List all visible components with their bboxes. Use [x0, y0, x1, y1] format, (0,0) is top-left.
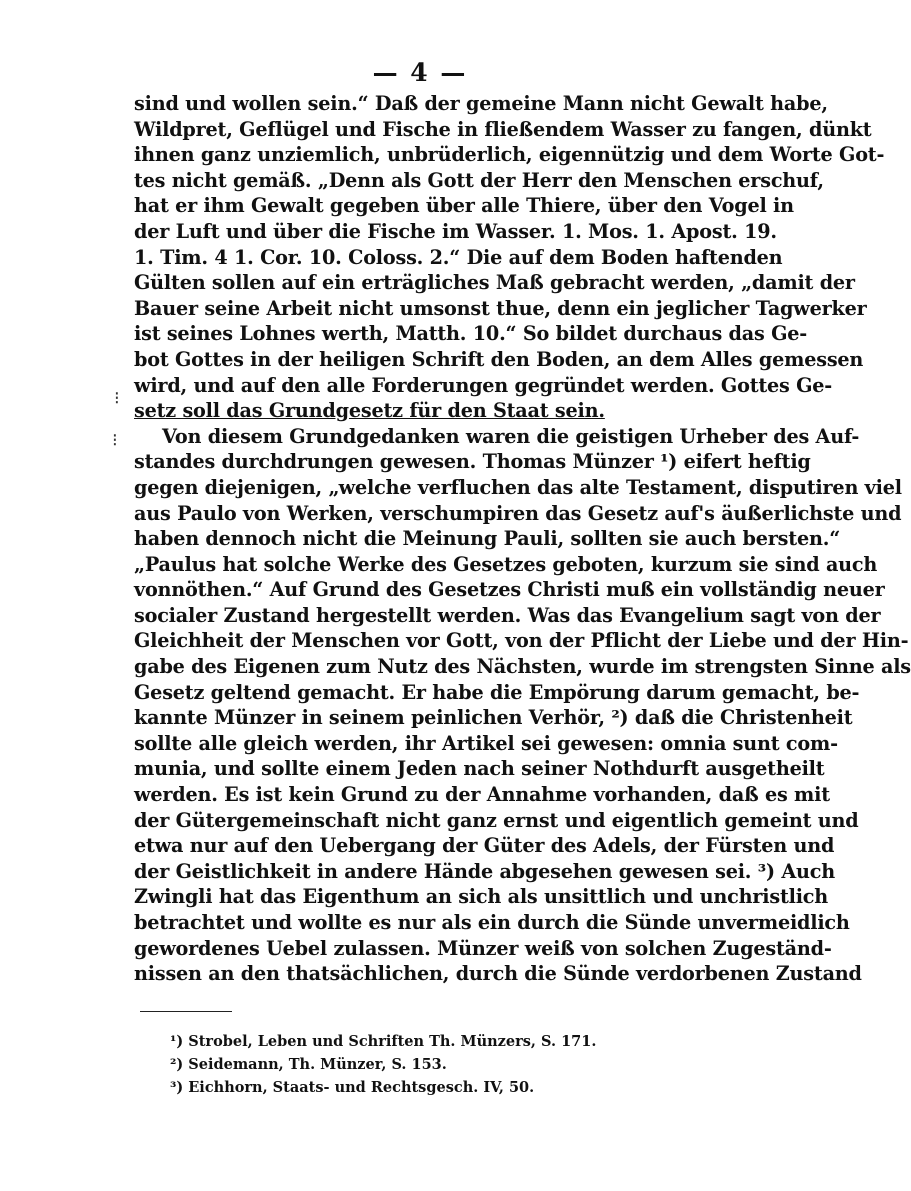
- margin-mark: ⁝: [112, 430, 118, 451]
- text-line: gabe des Eigenen zum Nutz des Nächsten, wurde im strengsten Sinne als: [134, 655, 911, 679]
- text-line: Gesetz geltend gemacht. Er habe die Empörung darum gemacht, be-: [134, 680, 860, 704]
- text-line: Gülten sollen auf ein erträgliches Maß gebracht werden, „damit der: [134, 271, 855, 295]
- text-line: „Paulus hat solche Werke des Gesetzes geboten, kurzum sie sind auch: [134, 552, 878, 576]
- text-line: ihnen ganz unziemlich, unbrüderlich, eigennützig und dem Worte Got-: [134, 143, 885, 167]
- text-line: Bauer seine Arbeit nicht umsonst thue, denn ein jeglicher Tagwerker: [134, 296, 867, 320]
- text-line: socialer Zustand hergestellt werden. Was das Evangelium sagt von der: [134, 603, 881, 627]
- footnote: ³) Eichhorn, Staats- und Rechtsgesch. IV, 50.: [170, 1079, 535, 1096]
- text-line: wird, und auf den alle Forderungen gegründet werden. Gottes Ge-: [134, 373, 833, 397]
- footnote: ¹) Strobel, Leben und Schriften Th. Münzers, S. 171.: [170, 1033, 597, 1050]
- text-line: sind und wollen sein.“ Daß der gemeine Mann nicht Gewalt habe,: [134, 92, 828, 115]
- footnote: ²) Seidemann, Th. Münzer, S. 153.: [170, 1056, 447, 1073]
- text-line: betrachtet und wollte es nur als ein durch die Sünde unvermeidlich: [134, 911, 850, 934]
- body-text: [134, 91, 911, 987]
- text-line: munia, und sollte einem Jeden nach seiner Nothdurft ausgetheilt: [134, 757, 825, 781]
- text-line: Gleichheit der Menschen vor Gott, von der Pflicht der Liebe und der Hin-: [134, 629, 909, 653]
- footnotes: [170, 1030, 690, 1099]
- text-line: tes nicht gemäß. „Denn als Gott der Herr den Menschen erschuf,: [134, 168, 824, 192]
- text-line: nissen an den thatsächlichen, durch die Sünde verdorbenen Zustand: [134, 962, 862, 986]
- text-line: etwa nur auf den Uebergang der Güter des Adels, der Fürsten und: [134, 834, 835, 858]
- text-line: standes durchdrungen gewesen. Thomas Münzer ¹) eifert heftig: [134, 450, 811, 474]
- text-line: setz soll das Grundgesetz für den Staat sein.: [134, 399, 605, 423]
- footnote-divider: [140, 1011, 232, 1012]
- text-line: Zwingli hat das Eigenthum an sich als unsittlich und unchristlich: [134, 885, 829, 909]
- text-line: Wildpret, Geflügel und Fische in fließendem Wasser zu fangen, dünkt: [134, 117, 872, 141]
- text-line: der Geistlichkeit in andere Hände abgesehen gewesen sei. ³) Auch: [134, 859, 835, 883]
- text-line: ist seines Lohnes werth, Matth. 10.“ So bildet durchaus das Ge-: [134, 322, 808, 346]
- text-line: aus Paulo von Werken, verschumpiren das Gesetz auf's äußerlichste und: [134, 501, 902, 525]
- margin-mark: ⁝: [114, 388, 120, 409]
- text-line: der Luft und über die Fische im Wasser. 1. Mos. 1. Apost. 19.: [134, 219, 777, 243]
- text-line: gegen diejenigen, „welche verfluchen das alte Testament, disputiren viel: [134, 475, 902, 499]
- text-line: 1. Tim. 4 1. Cor. 10. Coloss. 2.“ Die auf dem Boden haftenden: [134, 245, 783, 269]
- text-line: der Gütergemeinschaft nicht ganz ernst und eigentlich gemeint und: [134, 808, 859, 832]
- text-line: bot Gottes in der heiligen Schrift den Boden, an dem Alles gemessen: [134, 347, 864, 371]
- text-line: hat er ihm Gewalt gegeben über alle Thiere, über den Vogel in: [134, 194, 794, 218]
- text-line: kannte Münzer in seinem peinlichen Verhör, ²) daß die Christenheit: [134, 706, 853, 730]
- text-line: sollte alle gleich werden, ihr Artikel sei gewesen: omnia sunt com-: [134, 731, 838, 755]
- text-line: werden. Es ist kein Grund zu der Annahme vorhanden, daß es mit: [134, 783, 830, 807]
- page-number: — 4 —: [372, 58, 468, 87]
- text-line: Von diesem Grundgedanken waren die geistigen Urheber des Auf-: [162, 424, 860, 448]
- text-line: vonnöthen.“ Auf Grund des Gesetzes Christi muß ein vollständig neuer: [134, 578, 885, 602]
- text-line: gewordenes Uebel zulassen. Münzer weiß von solchen Zugeständ-: [134, 936, 832, 960]
- text-line: haben dennoch nicht die Meinung Pauli, sollten sie auch bersten.“: [134, 527, 841, 551]
